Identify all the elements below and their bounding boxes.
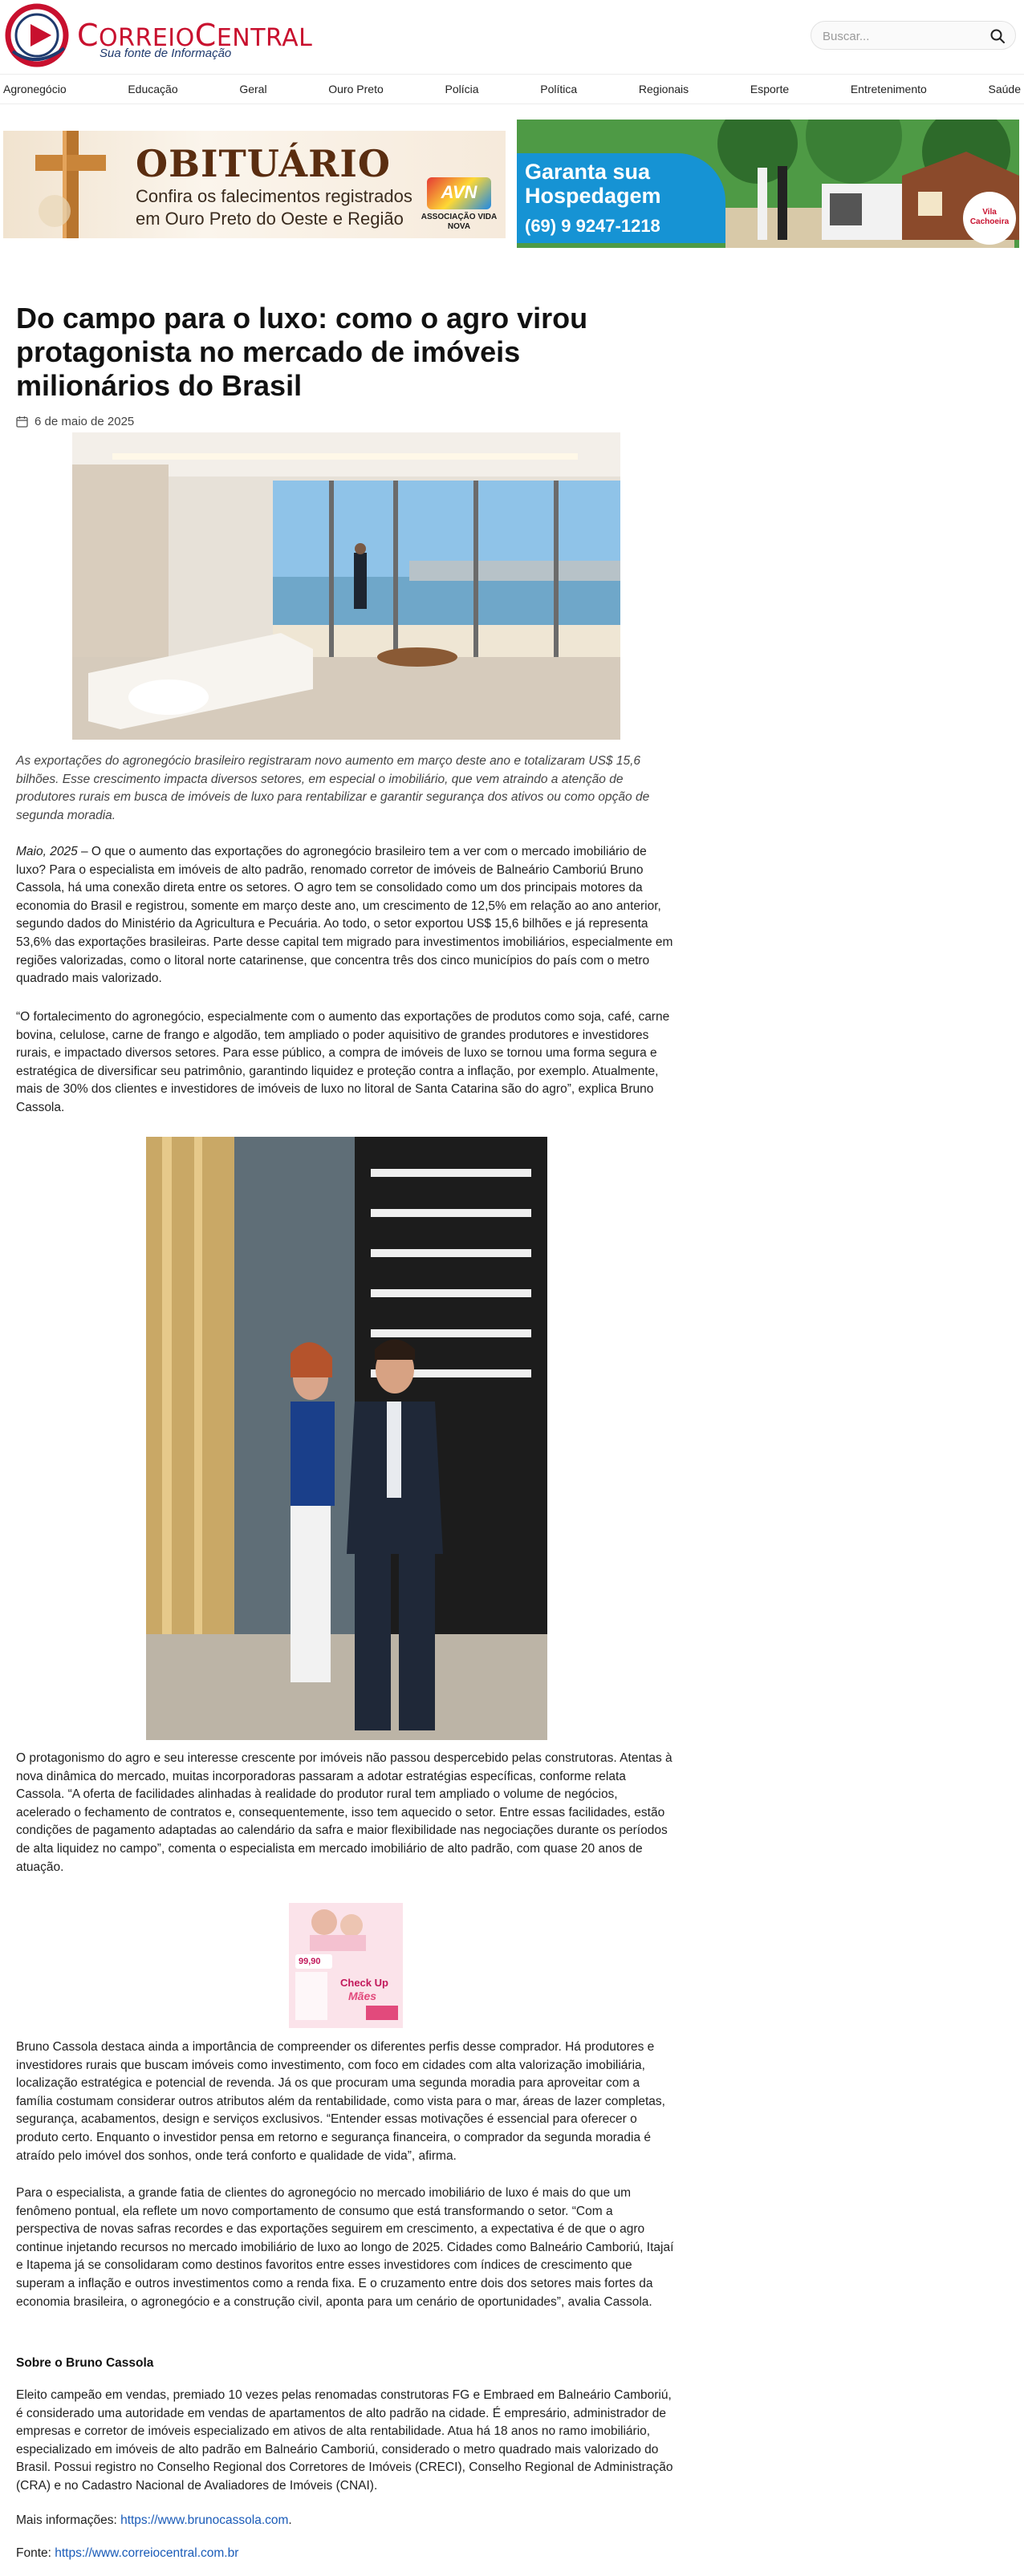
- article-image-living-room[interactable]: [72, 432, 620, 740]
- checkup-ad-price: 99,90: [299, 1957, 321, 1966]
- more-info-suffix: .: [288, 2513, 292, 2527]
- avn-logo-letters: AVN: [441, 182, 477, 202]
- logo-title: CORREIOCENTRAL: [77, 18, 313, 53]
- obituary-subtitle: Confira os falecimentos registrados em Ouro Preto do Oeste e Região: [136, 186, 412, 229]
- obituary-banner[interactable]: [3, 131, 506, 238]
- more-info: [16, 2513, 292, 2528]
- calendar-icon: [16, 416, 28, 428]
- lodging-badge: [963, 192, 1016, 245]
- more-info-label: Mais informações:: [16, 2513, 121, 2527]
- nav-item-policia[interactable]: Polícia: [445, 83, 479, 95]
- living-room-photo: [72, 432, 620, 740]
- article-paragraph-5: Para o especialista, a grande fatia de clientes do agronegócio no mercado imobiliário de luxo é mais do que um fenômeno pontual, ela reflete um novo comportamento de consumo que está transformando o setor. “Com a perspectiva de novas safras recordes e das exportações seguirem em crescimento, a expectativa é de que o agro continue injetando recursos no mercado imobiliário de luxo ao longo de 2025. Cidades como Balneário Camboriú, Itajaí e Itapema já se consolidaram como destinos favoritos entre esses investidores com índices de crescimento que superam a inflação e outros investimentos como a renda fixa. E o cruzamento entre dois dos setores mais fortes da economia brasileira, o agronegócio e a construção civil, aponta para um cenário de oportunidades”, avalia Cassola.: [16, 2186, 674, 2309]
- wooden-cross-icon: [21, 131, 117, 238]
- more-info-link[interactable]: https://www.brunocassola.com: [120, 2513, 289, 2527]
- nav-item-entretenimento[interactable]: Entretenimento: [850, 83, 927, 95]
- nav-item-agronegocio[interactable]: Agronegócio: [3, 83, 67, 95]
- checkup-ad-title: Check Up: [340, 1977, 388, 1989]
- article-image-caption: As exportações do agronegócio brasileiro registraram novo aumento em março deste ano e totalizaram US$ 15,6 bilhões. Esse crescimento impacta diversos setores, em especial o imobiliário, que vem atraindo a atenção de produtores rurais em busca de imóveis de luxo para rentabilizar e garantir segurança dos ativos ou como opção de segunda moradia.: [16, 754, 650, 822]
- nav-item-educacao[interactable]: Educação: [128, 83, 178, 95]
- about-paragraph: Eleito campeão em vendas, premiado 10 vezes pelas renomadas construtoras FG e Embraed em Balneário Camboriú, é considerado uma autoridade em vendas de apartamentos de alto padrão na cidade. É empresário, administrador de empresas e corretor de imóveis especializado em ativos de alta rentabilidade. Atua há 18 anos no ramo imobiliário, especializado em imóveis de alto padrão em Balneário Camboriú, considerado o metro quadrado mais valorizado do Brasil. Possui registro no Conselho Regional dos Corretores de Imóveis (CRECI), Conselho Regional de Administração (CRA) e no Cadastro Nacional de Avaliadores de Imóveis (CNAI).: [16, 2388, 673, 2493]
- article-title: Do campo para o luxo: como o agro virou protagonista no mercado de imóveis milionários do Brasil: [16, 302, 588, 402]
- site-header: [0, 0, 1024, 72]
- nav-item-esporte[interactable]: Esporte: [750, 83, 790, 95]
- article-paragraph-1-text: – O que o aumento das exportações do agronegócio brasileiro tem a ver com o mercado imobiliário de luxo? Para o especialista em imóveis de alto padrão, renomado corretor de imóveis de Balneário Camboriú Bruno Cassola, há uma conexão direta entre os setores. O agro tem se consolidado como um dos principais motores da economia do Brasil e registrou, somente em março deste ano, um crescimento de 12,5% em relação ao ano anterior, segundo dados do Ministério da Agricultura e Pecuária. Ao todo, o setor exportou US$ 15,6 bilhões e já representa 53,6% das exportações brasileiras. Parte desse capital tem migrado para investimentos imobiliários, especialmente em regiões valorizadas, como o litoral norte catarinense, que concentra três dos cinco municípios do país com o metro quadrado mais valorizado.: [16, 845, 673, 986]
- avn-logo-label: ASSOCIAÇÃO VIDA NOVA: [421, 213, 498, 231]
- obituary-title: OBITUÁRIO: [136, 142, 391, 185]
- search-icon[interactable]: [989, 28, 1006, 44]
- article-paragraph-4: Bruno Cassola destaca ainda a importância de compreender os diferentes perfis desse comprador. Há produtores e investidores rurais que buscam imóveis como investimento, com foco em cidades com alta valorização imobiliária, localização estratégica e potencial de revenda. Já os que procuram uma segunda moradia para aproveitar com a família costumam considerar outros atributos além da rentabilidade, como vista para o mar, áreas de lazer completas, segurança, acabamentos, design e serviços exclusivos. “Entender essas motivações é essencial para oferecer o produto certo. Enquanto o investidor pensa em retorno e segurança financeira, o comprador da segunda moradia é atraído pelo imóvel dos sonhos, onde terá conforto e qualidade de vida”, afirma.: [16, 2040, 665, 2163]
- article-paragraph-3: O protagonismo do agro e seu interesse crescente por imóveis não passou despercebido pelas construtoras. Atentas à nova dinâmica do mercado, muitas incorporadoras passaram a adotar estratégias específicas, conforme relata Cassola. “A oferta de facilidades alinhadas à realidade do produtor rural tem ampliado o volume de negócios, acelerado o fechamento de contratos e, consequentemente, isso tem aquecido o setor. Entre essas facilidades, estão condições de pagamento adaptadas ao calendário da safra e maior flexibilidade nas negociações durante os períodos de alta liquidez no campo”, comenta o especialista em mercado imobiliário de alto padrão, com quase 20 anos de atuação.: [16, 1751, 673, 1874]
- couple-photo: [146, 1137, 547, 1740]
- lodging-banner[interactable]: [517, 120, 1019, 248]
- about-heading: Sobre o Bruno Cassola: [16, 2356, 154, 2370]
- search-input[interactable]: [823, 26, 983, 46]
- nav-item-saude[interactable]: Saúde: [988, 83, 1021, 95]
- article-image-couple[interactable]: [146, 1137, 547, 1740]
- article-date: [16, 412, 134, 430]
- main-nav: [0, 74, 1024, 104]
- article-date-text: 6 de maio de 2025: [35, 414, 135, 428]
- nav-item-politica[interactable]: Política: [540, 83, 578, 95]
- lodging-text-panel: [517, 153, 725, 243]
- checkup-ad[interactable]: [289, 1903, 403, 2028]
- nav-item-ouro-preto[interactable]: Ouro Preto: [328, 83, 384, 95]
- source-link[interactable]: https://www.correiocentral.com.br: [55, 2546, 239, 2560]
- avn-logo: [421, 177, 498, 233]
- source-label: Fonte:: [16, 2546, 55, 2560]
- source: [16, 2546, 238, 2561]
- article-paragraph-1-lead: Maio, 2025: [16, 845, 78, 858]
- article-paragraph-2: “O fortalecimento do agronegócio, especialmente com o aumento das exportações de produtos como soja, café, carne bovina, celulose, carne de frango e algodão, tem ampliado o poder aquisitivo de grandes produtores e investidores rurais, e impactado diversos setores. Para esse público, a compra de imóveis de luxo se tornou uma forma segura e estratégica de diversificar seu patrimônio, garantindo liquidez e proteção contra a inflação, por exemplo. Atualmente, mais de 30% dos clientes e investidores de imóveis de luxo no litoral de Santa Catarina são do agro”, explica Bruno Cassola.: [16, 1010, 670, 1114]
- logo-tagline: Sua fonte de Informação: [100, 47, 232, 60]
- lodging-title: Garanta sua Hospedagem: [525, 160, 661, 208]
- article-paragraph-1: [16, 843, 674, 988]
- lodging-phone[interactable]: (69) 9 9247-1218: [525, 216, 660, 236]
- nav-item-geral[interactable]: Geral: [239, 83, 267, 95]
- lodging-badge-text: Vila Cachoeira: [969, 208, 1010, 226]
- search-box: [811, 21, 1016, 50]
- logo-play-icon: [5, 3, 74, 67]
- checkup-ad-subtitle: Mães: [348, 1990, 377, 2002]
- nav-item-regionais[interactable]: Regionais: [638, 83, 689, 95]
- site-logo[interactable]: [5, 3, 313, 67]
